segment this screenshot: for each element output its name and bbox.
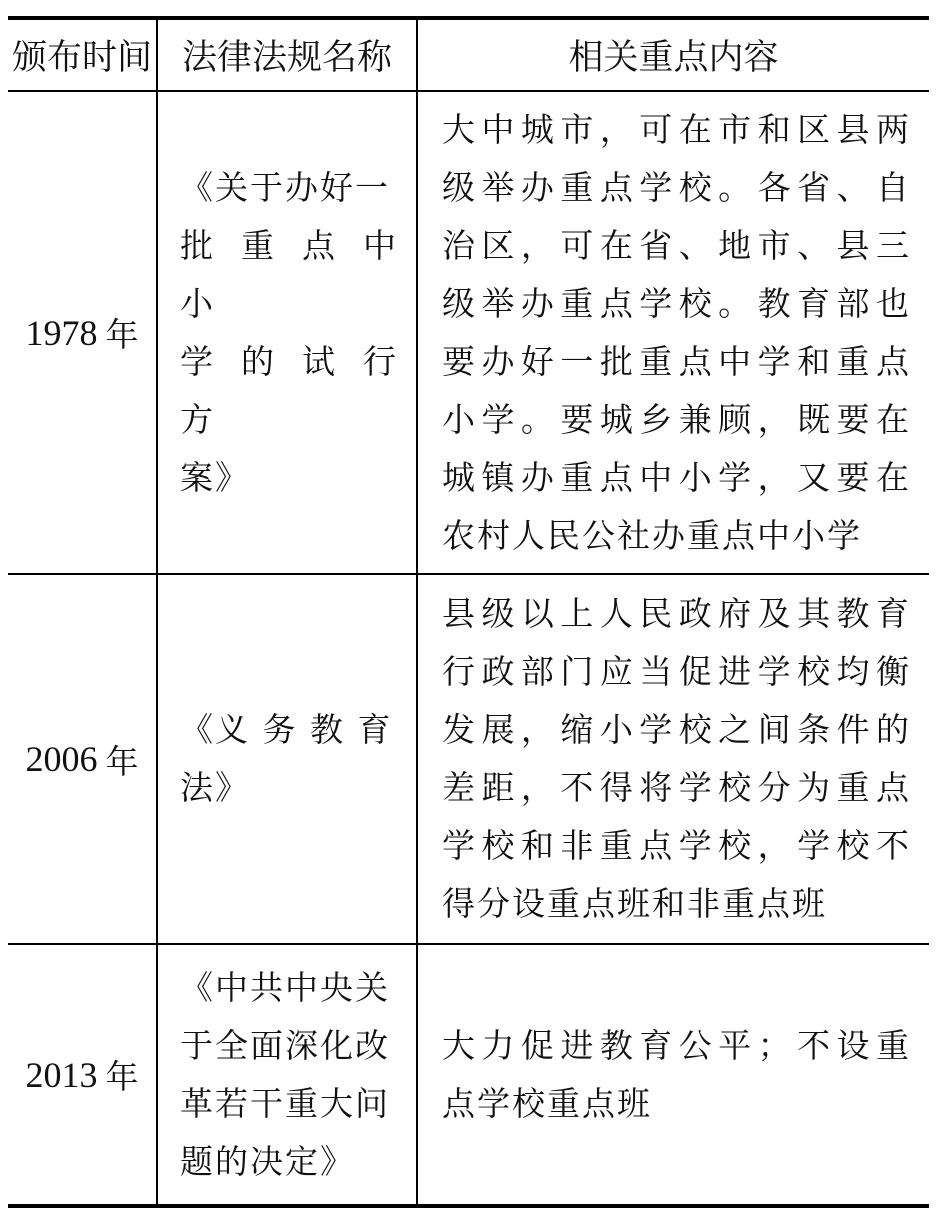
content-line: 差距，不得将学校分为重点 (442, 768, 911, 807)
year-unit: 年 (105, 741, 139, 781)
content-line: 点学校重点班 (442, 1083, 652, 1123)
year-unit: 年 (105, 315, 139, 354)
content-line: 县级以上人民政府及其教育 (442, 594, 911, 633)
year-value: 2013 (25, 1054, 98, 1095)
law-line: 《关于办好一 (180, 167, 390, 207)
content-line: 要办好一批重点中学和重点 (442, 341, 911, 381)
content-line: 得分设重点班和非重点班 (442, 884, 827, 923)
content-line: 学校和非重点学校，学校不 (442, 826, 911, 865)
content-line: 级举办重点学校。各省、自 (442, 167, 911, 207)
content-line: 发展，缩小学校之间条件的 (442, 710, 911, 749)
row-1978-law (158, 92, 416, 573)
header-date: 颁布时间 (11, 38, 152, 78)
year-value: 2006 (25, 739, 98, 779)
year-unit: 年 (105, 1057, 139, 1096)
row-2006-law (158, 575, 416, 943)
row-2013-content (418, 945, 929, 1204)
law-line: 批 重 点 中 小 (180, 225, 398, 323)
row-2006-year (8, 575, 156, 943)
content-line: 行政部门应当促进学校均衡 (442, 652, 911, 691)
law-line: 题的决定》 (180, 1141, 355, 1181)
law-line: 《义 务 教 育 (180, 710, 393, 749)
content-line: 城镇办重点中小学，又要在 (442, 457, 911, 497)
content-line: 农村人民公社办重点中小学 (442, 515, 862, 555)
table-bottom-rule (8, 1204, 929, 1208)
row-2013-law (158, 945, 416, 1204)
year-value: 1978 (25, 312, 98, 353)
header-key-content: 相关重点内容 (568, 38, 779, 78)
law-line: 革若干重大问 (180, 1083, 390, 1123)
content-line: 大中城市，可在市和区县两 (442, 109, 911, 149)
row-2013-year (8, 945, 156, 1204)
header-law-name: 法律法规名称 (181, 38, 392, 78)
law-line: 《中共中央关 (180, 967, 390, 1007)
content-line: 级举办重点学校。教育部也 (442, 283, 911, 323)
content-line: 大力促进教育公平；不设重 (442, 1025, 911, 1065)
row-1978-content (418, 92, 929, 573)
law-line: 案》 (180, 457, 250, 497)
law-line: 法》 (180, 768, 250, 807)
content-line: 治区，可在省、地市、县三 (442, 225, 911, 265)
law-line: 学 的 试 行 方 (180, 341, 398, 439)
row-2006-content (418, 575, 929, 943)
content-line: 小学。要城乡兼顾，既要在 (442, 399, 911, 439)
law-line: 于全面深化改 (180, 1025, 390, 1065)
row-1978-year (8, 92, 156, 573)
